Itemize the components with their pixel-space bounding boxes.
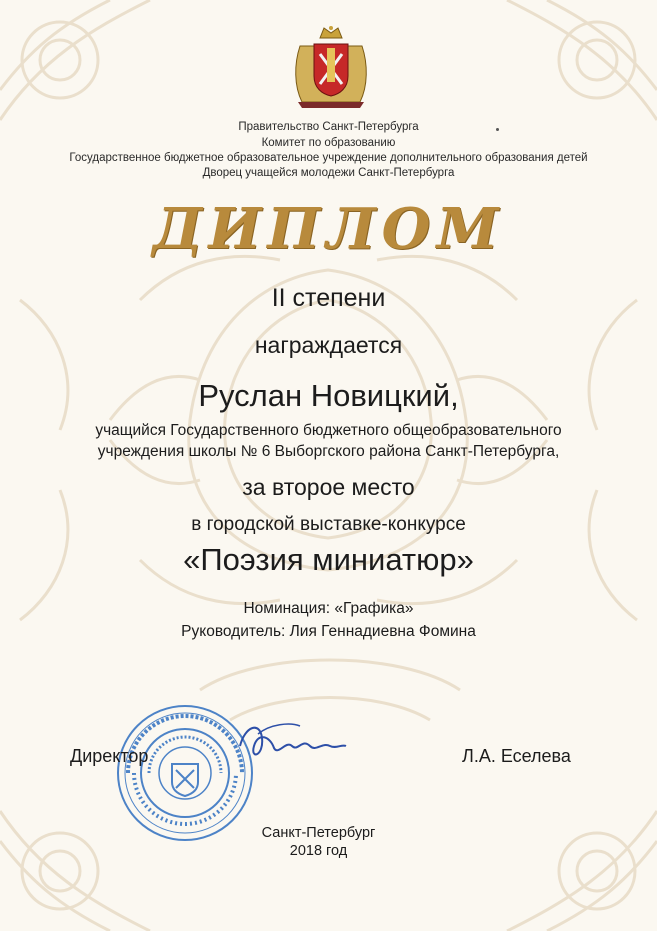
issuer-government: Правительство Санкт-Петербурга (238, 121, 419, 133)
footer-year: 2018 год (289, 843, 348, 859)
supervisor: Руководитель: Лия Геннадиевна Фомина (181, 623, 476, 640)
awarded-label: награждается (254, 332, 403, 358)
saint-petersburg-coat-of-arms-icon (290, 24, 372, 110)
contest-intro: в городской выставке-конкурсе (191, 514, 466, 535)
issuer-committee: Комитет по образованию (261, 137, 396, 149)
issuer-institution: Государственное бюджетное образовательное учреждение дополнительного образования детей (69, 152, 588, 164)
issuer-palace: Дворец учащейся молодежи Санкт-Петербурга (202, 167, 455, 179)
school-line-1: учащийся Государственного бюджетного общеобразовательного (95, 422, 562, 439)
nomination: Номинация: «Графика» (243, 600, 414, 617)
diploma-degree: II степени (271, 284, 386, 312)
signature-name: Л.А. Еселева (462, 746, 571, 766)
diploma-title: ДИПЛОМ (152, 196, 505, 262)
recipient-name: Руслан Новицкий, (198, 378, 459, 413)
school-line-2: учреждения школы № 6 Выборгского района Санкт-Петербурга, (97, 443, 560, 460)
contest-name: «Поэзия миниатюр» (183, 542, 474, 577)
footer-city: Санкт-Петербург (261, 825, 376, 841)
director-signature-icon (230, 716, 350, 766)
signature-role: Директор (70, 746, 149, 766)
place-text: за второе место (242, 474, 415, 500)
